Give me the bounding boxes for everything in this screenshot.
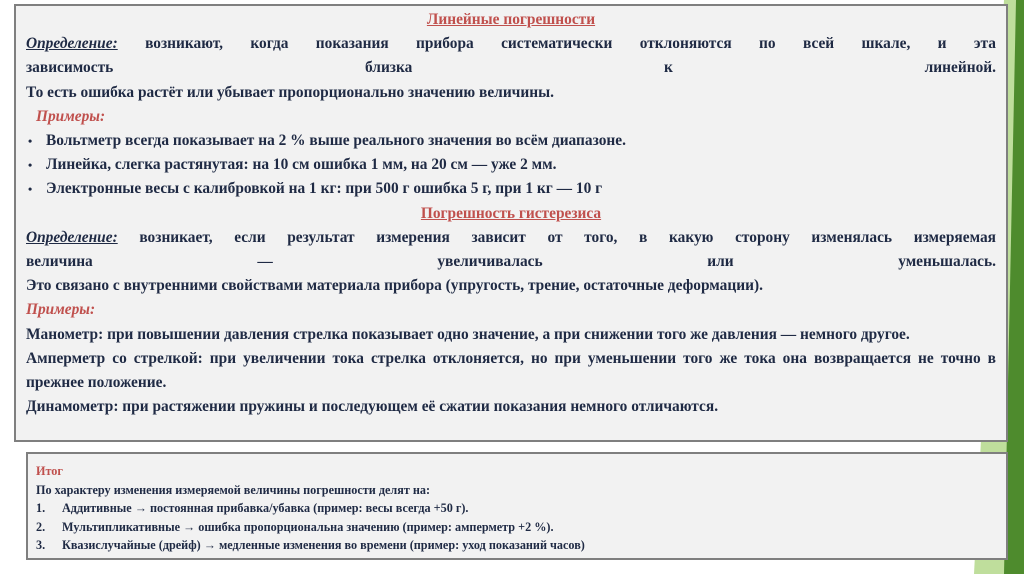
linear-definition-label: Определение:	[26, 35, 118, 53]
hysteresis-examples-label-row	[26, 298, 996, 322]
summary-box	[26, 452, 1008, 560]
summary-item	[36, 518, 998, 537]
linear-example-item: • Линейка, слегка растянутая: на 10 см ошибка 1 мм, на 20 см — уже 2 мм.	[26, 153, 996, 177]
summary-item-number: 3.	[36, 538, 46, 553]
hysteresis-example-item: Амперметр со стрелкой: при увеличении тока стрелка отклоняется, но при уменьшении того же тока она возвращается не точно в прежнее положение.	[26, 349, 996, 392]
summary-item-number: 1.	[36, 501, 46, 516]
linear-definition-text1: возникают, когда показания прибора систематически отклоняются по всей шкале, и эта	[117, 35, 996, 53]
hysteresis-definition-line1	[26, 226, 996, 250]
linear-examples-label: Примеры:	[36, 107, 106, 125]
summary-item-text: Квазислучайные (дрейф) → медленные изменения во времени (пример: уход показаний часов)	[62, 538, 585, 553]
hysteresis-definition-text1: возникает, если результат измерения зависит от того, в какую сторону изменялась измеряемая	[117, 228, 996, 246]
main-content-box	[14, 4, 1008, 442]
summary-item-text: Мультипликативные → ошибка пропорциональна значению (пример: амперметр +2 %).	[62, 519, 554, 534]
summary-item-number: 2.	[36, 519, 46, 534]
hysteresis-example-item: Манометр: при повышении давления стрелка показывает одно значение, а при снижении того же давления — немного другое.	[26, 325, 910, 343]
hysteresis-definition-label: Определение:	[26, 228, 118, 246]
linear-definition-line3: То есть ошибка растёт или убывает пропорционально значению величины.	[26, 83, 554, 101]
summary-item-text: Аддитивные → постоянная прибавка/убавка (пример: весы всегда +50 г).	[62, 501, 469, 516]
hysteresis-title: Погрешность гистерезиса	[420, 204, 602, 222]
summary-intro: По характеру изменения измеряемой величины погрешности делят на:	[36, 482, 431, 497]
hysteresis-examples-label: Примеры:	[26, 301, 96, 319]
summary-title: Итог	[36, 464, 63, 478]
hysteresis-definition-line2: величина — увеличивалась или уменьшалась.	[26, 253, 996, 271]
summary-item	[36, 499, 998, 518]
linear-example-item: • Вольтметр всегда показывает на 2 % выше реального значения во всём диапазоне.	[26, 129, 996, 153]
linear-errors-title: Линейные погрешности	[426, 11, 596, 28]
summary-item	[36, 536, 998, 555]
hysteresis-definition-line3: Это связано с внутренними свойствами материала прибора (упругость, трение, остаточные деформации).	[26, 277, 763, 295]
linear-examples-label-row	[26, 105, 996, 129]
hysteresis-example-item: Динамометр: при растяжении пружины и последующем её сжатии показания немного отличаются.	[26, 398, 719, 416]
linear-definition-line2: зависимость близка к линейной.	[26, 59, 996, 77]
linear-example-item: • Электронные весы с калибровкой на 1 кг: при 500 г ошибка 5 г, при 1 кг — 10 г	[26, 177, 996, 201]
linear-definition-line1	[26, 32, 996, 56]
